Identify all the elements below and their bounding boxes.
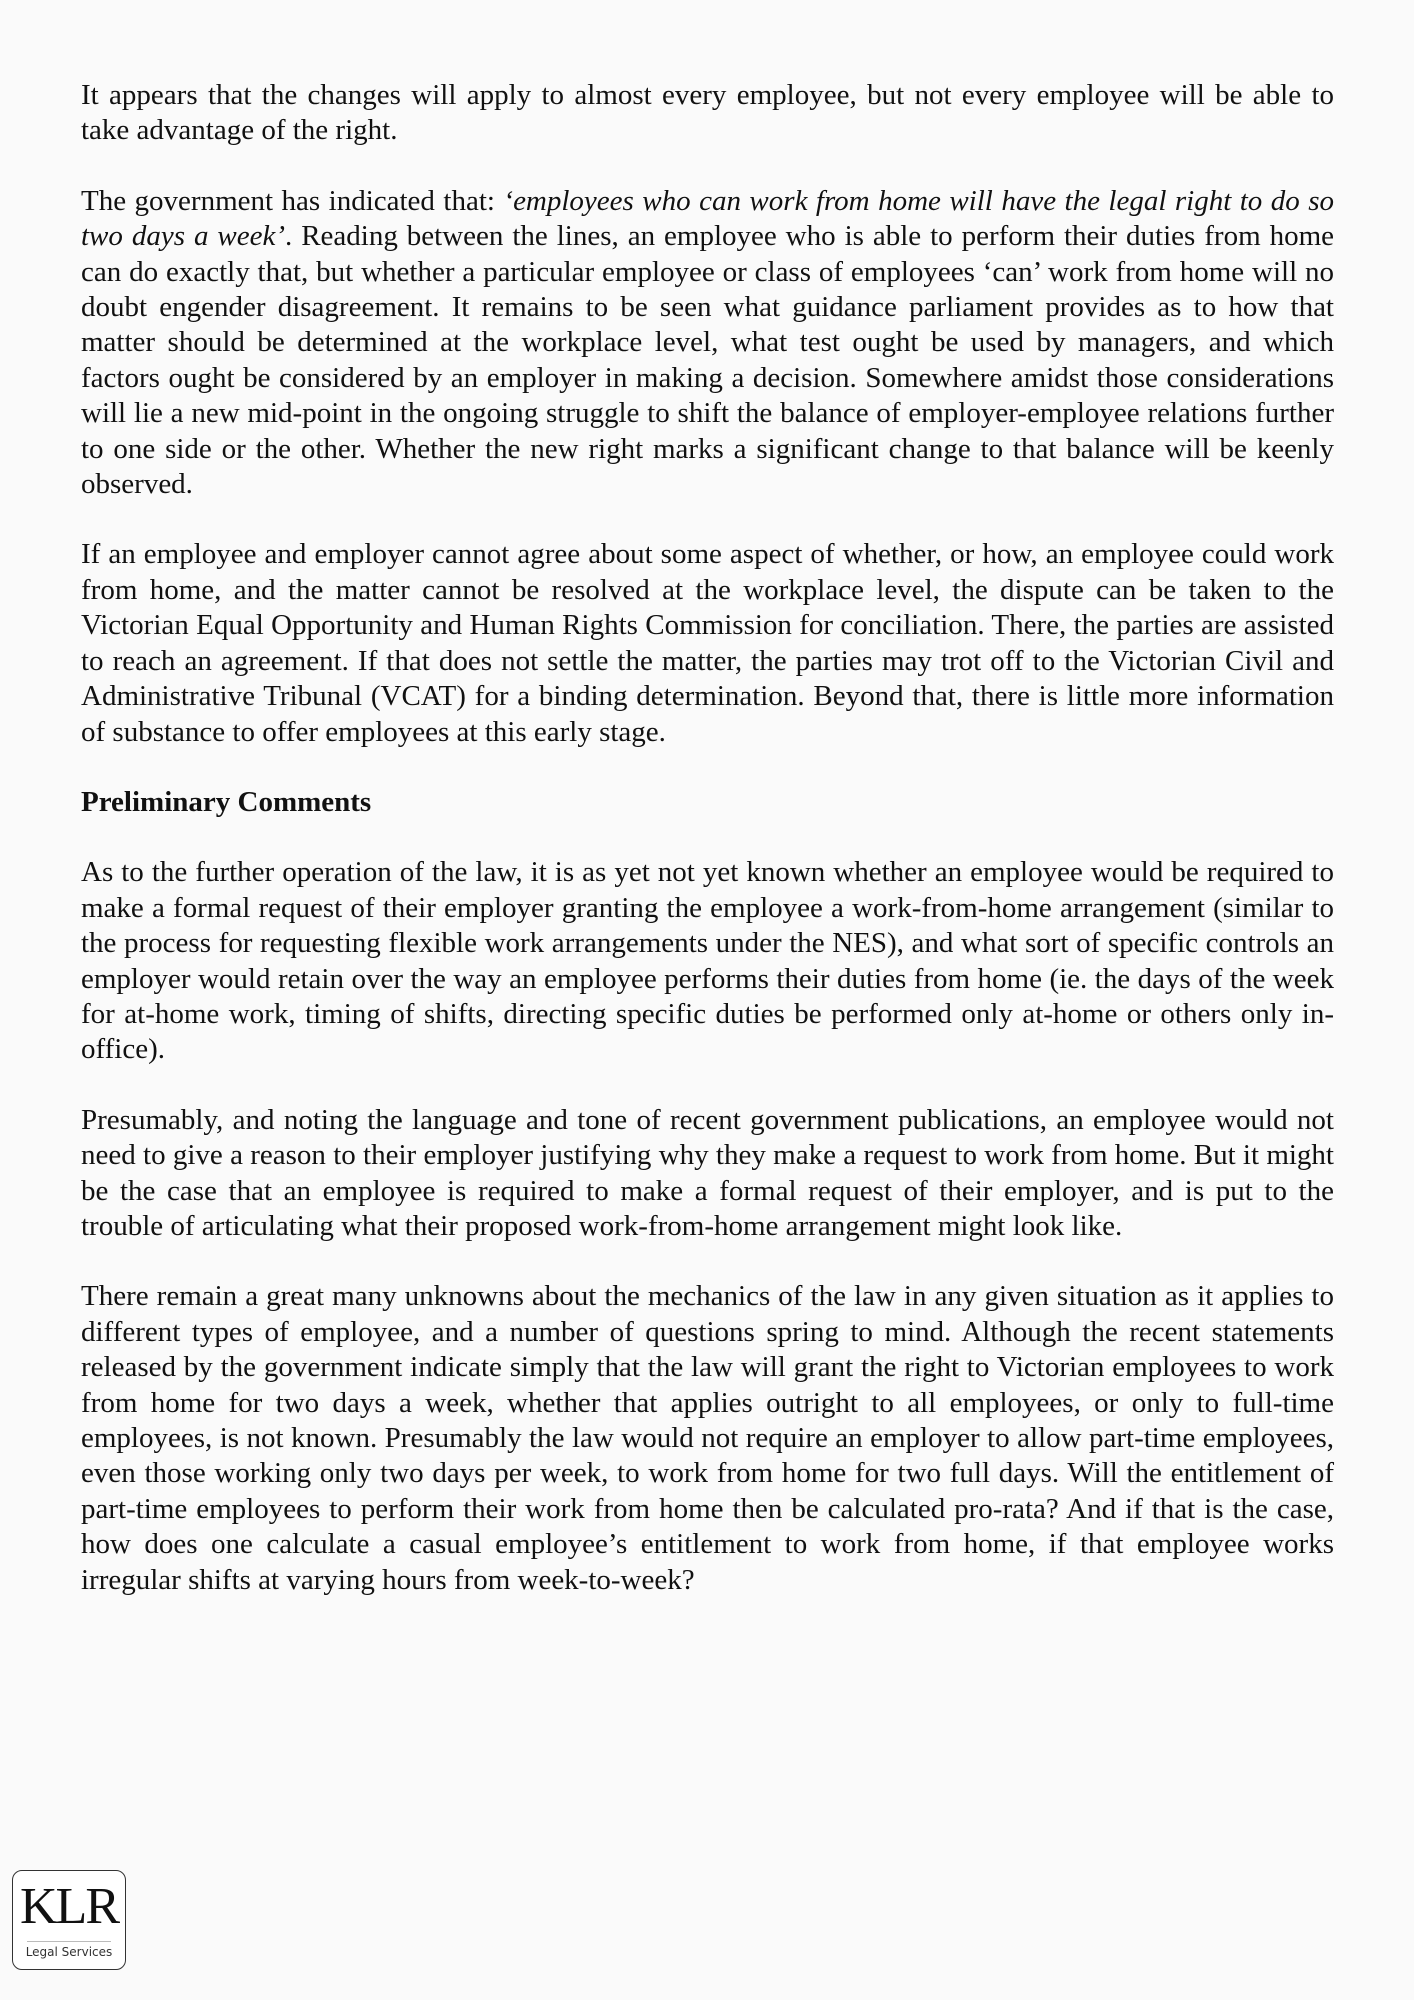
klr-logo (12, 1870, 126, 1970)
paragraph: Presumably, and noting the language and tone of recent government publications, an employee would not need to give a reason to their employer justifying why they make a request to work from home. But it might be the case that an employee is required to make a formal request of their employer, and is put to the trouble of articulating what their proposed work-from-home arrangement might look like. (81, 1103, 1334, 1242)
paragraph-lead: The government has indicated that: (81, 184, 504, 217)
paragraph-rest: . Reading between the lines, an employee who is able to perform their duties from home can do exactly that, but whether a particular employee or class of employees ‘can’ work from home will no doubt engender disagreement. It remains to be seen what guidance parliament provides as to how that matter should be determined at the workplace level, what test ought be used by managers, and which factors ought be considered by an employer in making a decision. Somewhere amidst those considerations will lie a new mid-point in the ongoing struggle to shift the balance of employer-employee relations further to one side or the other. Whether the new right marks a significant change to that balance will be keenly observed. (81, 220, 1334, 501)
paragraph: As to the further operation of the law, it is as yet not yet known whether an employee would be required to make a formal request of their employer granting the employee a work-from-home arrangement (similar to the process for requesting flexible work arrangements under the NES), and what sort of specific controls an employer would retain over the way an employee performs their duties from home (ie. the days of the week for at-home work, timing of shifts, directing specific duties be performed only at-home or others only in-office). (81, 856, 1334, 1066)
paragraph-government-quote (81, 184, 1334, 503)
logo-divider (27, 1941, 111, 1942)
paragraph: If an employee and employer cannot agree about some aspect of whether, or how, an employee could work from home, and the matter cannot be resolved at the workplace level, the dispute can be taken to the Victorian Equal Opportunity and Human Rights Commission for conciliation. There, the parties are assisted to reach an agreement. If that does not settle the matter, the parties may trot off to the Victorian Civil and Administrative Tribunal (VCAT) for a binding determination. Beyond that, there is little more information of substance to offer employees at this early stage. (81, 538, 1334, 748)
section-heading: Preliminary Comments (81, 785, 372, 818)
logo-subtitle: Legal Services (25, 1945, 113, 1959)
paragraph: It appears that the changes will apply to almost every employee, but not every employee will be able to take advantage of the right. (81, 79, 1334, 147)
quote: ‘employees who can work from home will have the legal right to do so two days a week’ (81, 184, 1334, 253)
logo-mark: KLR (20, 1878, 118, 1935)
paragraph: There remain a great many unknowns about the mechanics of the law in any given situation as it applies to different types of employee, and a number of questions spring to mind. Although the recent statements released by the government indicate simply that the law will grant the right to Victorian employees to work from home for two days a week, whether that applies outright to all employees, or only to full-time employees, is not known. Presumably the law would not require an employer to allow part-time employees, even those working only two days per week, to work from home for two full days. Will the entitlement of part-time employees to perform their work from home then be calculated pro-rata? And if that is the case, how does one calculate a casual employee’s entitlement to work from home, if that employee works irregular shifts at varying hours from week-to-week? (81, 1280, 1334, 1596)
document-body (81, 78, 1334, 1633)
